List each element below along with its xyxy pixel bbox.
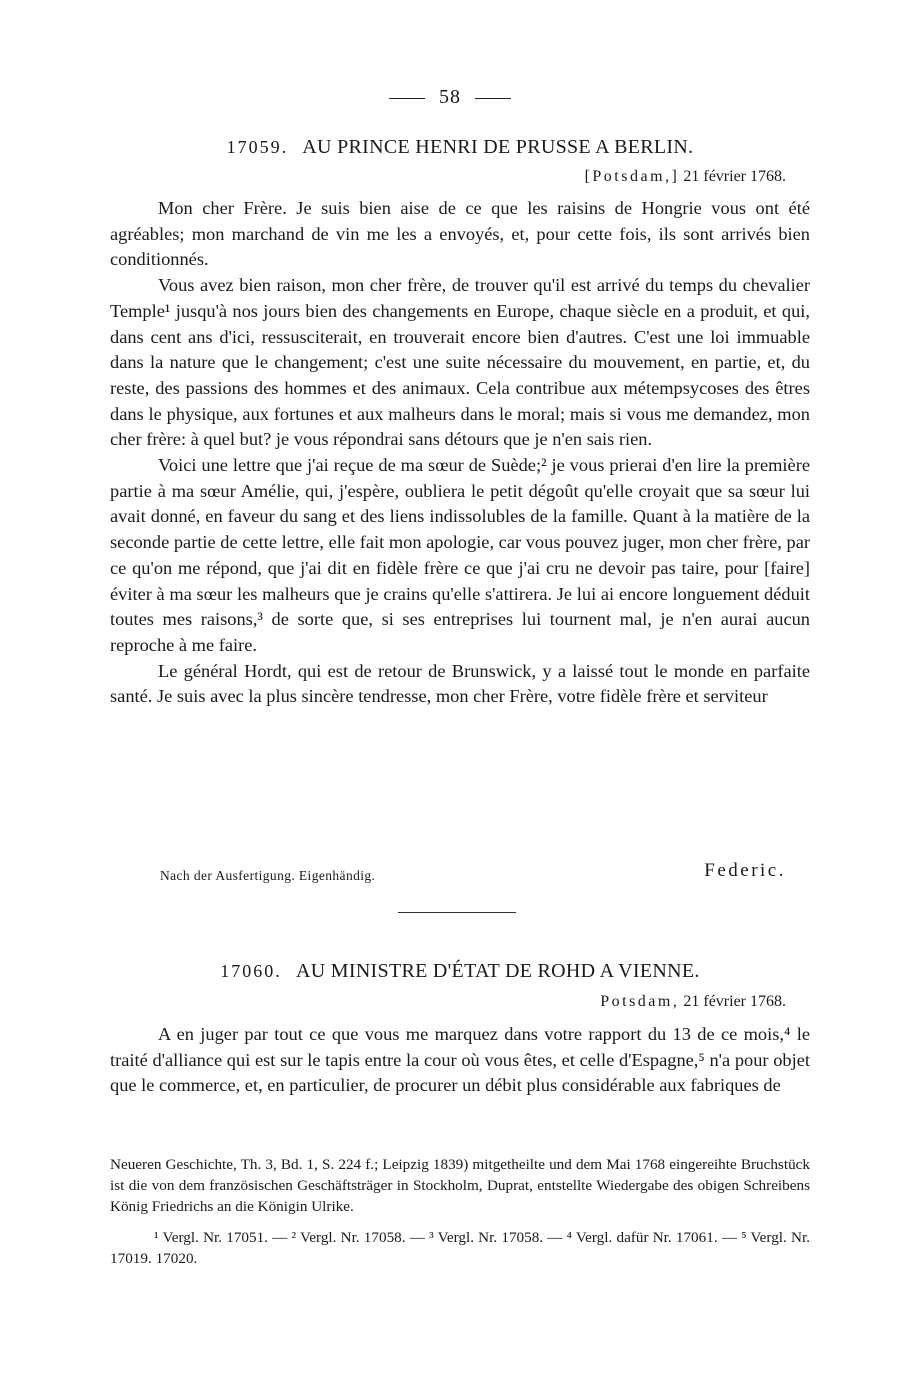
letter-paragraph: A en juger par tout ce que vous me marquez dans votre rapport du 13 de ce mois,⁴ le traité d'alliance qui est sur le tapis entre la cour où vous êtes, et celle d'Espagne,⁵ n'a pour objet que le commerce, et, en particulier, de procurer un débit plus considérable aux fabriques de [110, 1024, 810, 1096]
letter-heading [110, 960, 810, 983]
page-number [0, 86, 900, 109]
letter-dateline [600, 993, 786, 1011]
letter-number: 17059. [226, 137, 289, 157]
page-number-value: 58 [439, 86, 461, 108]
footnotes [110, 1154, 810, 1269]
letter-body [110, 1022, 810, 1099]
letter-heading [110, 136, 810, 159]
letter-paragraph: Vous avez bien raison, mon cher frère, de trouver qu'il est arrivé du temps du chevalier Temple¹ jusqu'à nos jours bien des changements en Europe, chaque siècle en a produit, et qui, dans cent ans d'ici, ressusciterait, en trouverait encore bien d'autres. C'est une loi immuable dans la nature que le changement; c'est une suite nécessaire du mouvement, en partie, et, du reste, des passions des hommes et des animaux. Cela contribue aux métempsycoses des êtres dans le physique, aux fortunes et aux malheurs dans le moral; mais si vous me demandez, mon cher frère: à quel but? je vous répondrai sans détours que je n'en sais rien. [110, 275, 810, 450]
page-number-dash-right [475, 98, 511, 99]
letter-dateline [585, 168, 786, 186]
footnote-references: ¹ Vergl. Nr. 17051. — ² Vergl. Nr. 17058. — ³ Vergl. Nr. 17058. — ⁴ Vergl. dafür Nr. 17061. — ⁵ Vergl. Nr. 17019. 17020. [110, 1229, 810, 1267]
footnote-continuation: Neueren Geschichte, Th. 3, Bd. 1, S. 224 f.; Leipzig 1839) mitgetheilte und dem Mai 1768 eingereihte Bruchstück ist die von dem französischen Geschäftsträger in Stockholm, Duprat, entstellte Wiedergabe des obigen Schreibens König Friedrichs an die Königin Ulrike. [110, 1156, 810, 1215]
dateline-date: 21 février 1768. [683, 168, 786, 185]
source-note: Nach der Ausfertigung. Eigenhändig. [160, 868, 376, 883]
letter-paragraph: Mon cher Frère. Je suis bien aise de ce que les raisins de Hongrie vous ont été agréables; mon marchand de vin me les a envoyés, et, pour cette fois, ils sont arrivés bien conditionnés. [110, 198, 810, 270]
letter-body [110, 196, 810, 710]
dateline-place: Potsdam, [600, 993, 680, 1010]
letter-paragraph: Voici une lettre que j'ai reçue de ma sœur de Suède;² je vous prierai d'en lire la première partie à ma sœur Amélie, qui, j'espère, oubliera le petit dégoût qu'elle croyait que sa sœur lui avait donné, en faveur du sang et des liens indissolubles de la famille. Quant à la matière de la seconde partie de cette lettre, elle fait mon apologie, car vous pouvez juger, mon cher frère, par ce qu'on me répond, que j'ai dit en fidèle frère ce que j'ai cru ne devoir pas taire, pour [faire] éviter à ma sœur les malheurs que je crains qu'elle s'attirera. Je lui ai encore longuement déduit toutes mes raisons,³ de sorte que, si ses entreprises lui tournent mal, je n'en aurai aucun reproche à me faire. [110, 455, 810, 655]
section-divider [398, 912, 516, 913]
dateline-date: 21 février 1768. [683, 993, 786, 1010]
letter-number: 17060. [220, 961, 282, 981]
letter-title: AU MINISTRE D'ÉTAT DE ROHD A VIENNE. [295, 960, 700, 982]
signature: Federic. [704, 860, 786, 881]
letter-title: AU PRINCE HENRI DE PRUSSE A BERLIN. [302, 136, 694, 158]
dateline-place: [Potsdam,] [584, 168, 680, 185]
letter-paragraph: Le général Hordt, qui est de retour de Brunswick, y a laissé tout le monde en parfaite santé. Je suis avec la plus sincère tendresse, mon cher Frère, votre fidèle frère et serviteur [110, 660, 810, 707]
page-number-dash-left [389, 98, 425, 99]
